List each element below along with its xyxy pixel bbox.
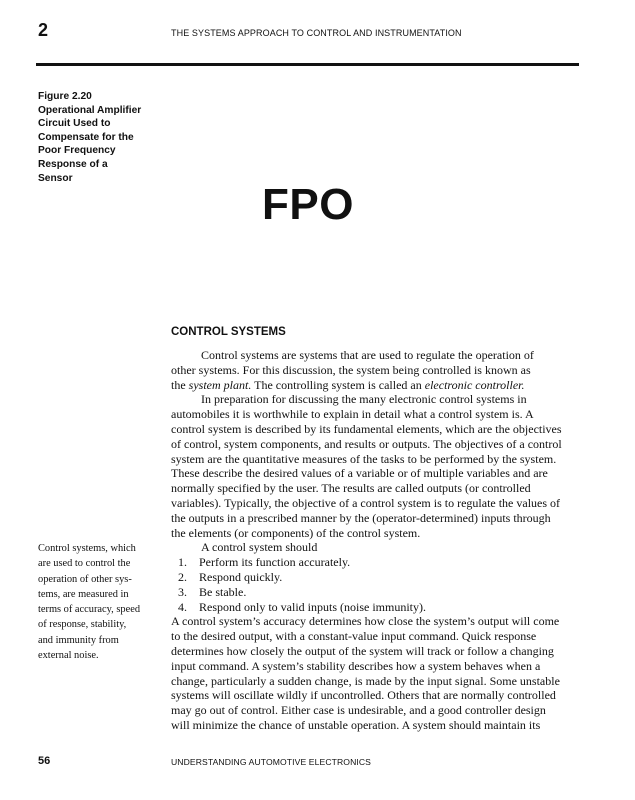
running-title: THE SYSTEMS APPROACH TO CONTROL AND INSTRUMENTATION <box>171 28 462 38</box>
term-electronic-controller: electronic controller. <box>424 377 525 392</box>
list-item <box>171 585 581 600</box>
figure-caption-line: Figure 2.20 <box>38 91 92 102</box>
sidebar-note-line: operation of other sys- <box>38 573 132 585</box>
sidebar-note-line: of response, stability, <box>38 619 127 631</box>
sidebar-note-line: tems, are measured in <box>38 588 129 600</box>
paragraph-line: normally specified by the user. The results are called outputs (or controlled <box>171 481 531 496</box>
list-item-number: 1. <box>178 555 187 570</box>
figure-placeholder: FPO <box>262 180 354 229</box>
page-number: 56 <box>38 755 51 767</box>
list-item <box>171 555 581 570</box>
paragraph-line: change, particularly a sudden change, is made by the input signal. Some unstable <box>171 673 560 688</box>
paragraph-line: In preparation for discussing the many electronic control systems in <box>201 392 527 407</box>
running-footer: UNDERSTANDING AUTOMOTIVE ELECTRONICS <box>171 757 372 767</box>
paragraph-line: the elements (or components) of the control system. <box>171 525 421 540</box>
paragraph-line: other systems. For this discussion, the system being controlled is known as <box>171 362 531 377</box>
sidebar-note-line: Control systems, which <box>38 543 136 554</box>
paragraph-line: the outputs in a prescribed manner by the (operator-determined) inputs through <box>171 510 551 525</box>
paragraph-line: automobiles it is worthwhile to explain in detail what a control system is. A <box>171 407 534 422</box>
sidebar-note-line: external noise. <box>38 650 99 662</box>
list-item-number: 3. <box>178 584 187 599</box>
text-run: The controlling system is called an <box>251 377 425 392</box>
body-text <box>171 348 581 733</box>
list-item-number: 4. <box>178 599 187 614</box>
paragraph-line: determines how closely the output of the system will track or follow a changing <box>171 643 554 658</box>
list-item-text: Respond only to valid inputs (noise immunity). <box>199 599 426 614</box>
figure-caption-line: Response of a <box>38 158 108 170</box>
list-item-text: Respond quickly. <box>199 569 283 584</box>
figure-caption-line: Circuit Used to <box>38 118 111 130</box>
sidebar-note-line: terms of accuracy, speed <box>38 604 141 616</box>
figure-caption-line: Sensor <box>38 172 73 184</box>
sidebar-note <box>38 541 163 663</box>
paragraph-line: A control system’s accuracy determines how close the system’s output will come <box>171 614 560 629</box>
figure-caption-line: Operational Amplifier <box>38 104 142 116</box>
figure-caption <box>38 90 163 185</box>
term-system-plant: system plant. <box>188 377 252 392</box>
paragraph-line: These describe the desired values of a variable or of multiple variables and are <box>171 466 548 481</box>
sidebar-note-line: are used to control the <box>38 558 131 570</box>
list-item <box>171 600 581 615</box>
paragraph-line: Control systems are systems that are used to regulate the operation of <box>201 348 534 362</box>
figure-caption-line: Compensate for the <box>38 131 134 143</box>
figure-caption-line: Poor Frequency <box>38 145 116 157</box>
paragraph-line: to the desired output, with a constant-value input command. Quick response <box>171 629 537 644</box>
text-run: the <box>171 377 189 392</box>
paragraph-line: will minimize the chance of unstable operation. A system should maintain its <box>171 717 541 732</box>
list-item-text: Be stable. <box>199 584 247 599</box>
sidebar-note-line: and immunity from <box>38 634 119 646</box>
list-item-text: Perform its function accurately. <box>199 555 351 570</box>
paragraph-line: of control, system components, and results or outputs. The objectives of a control <box>171 436 562 451</box>
chapter-number: 2 <box>38 20 49 40</box>
header-rule <box>36 63 579 66</box>
paragraph-line: control system is described by its fundamental elements, which are the objectives <box>171 421 562 436</box>
paragraph-line: system are the quantitative measures of the tasks to be performed by the system. <box>171 451 557 466</box>
paragraph-line: variables). Typically, the objective of a control system is to regulate the values of <box>171 495 561 510</box>
list-item-number: 2. <box>178 569 187 584</box>
paragraph-line: may go out of control. Either case is undesirable, and a good controller design <box>171 703 546 718</box>
paragraph-line <box>171 378 581 393</box>
paragraph-line: systems will oscillate wildly if uncontrolled. Others that are normally controlled <box>171 688 556 703</box>
list-item <box>171 570 581 585</box>
list-intro: A control system should <box>201 540 318 555</box>
section-heading: CONTROL SYSTEMS <box>171 326 286 338</box>
paragraph-line: input command. A system’s stability describes how a system behaves when a <box>171 658 541 673</box>
